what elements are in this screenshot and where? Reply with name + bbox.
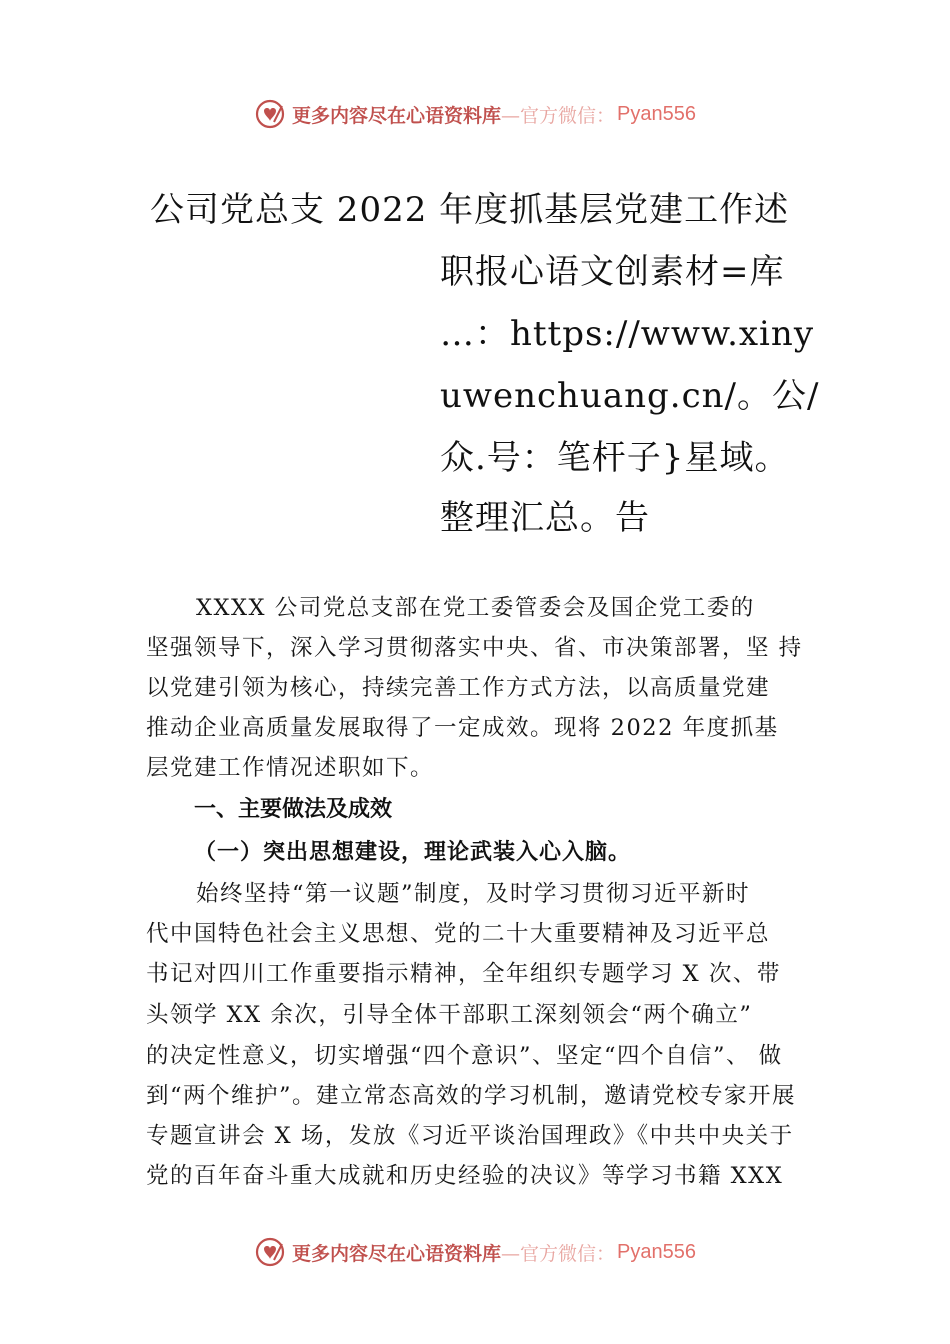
intro-line-3: 以党建引领为核心，持续完善工作方式方法，以高质量党建 (146, 675, 771, 701)
body-line-8: 党的百年奋斗重大成就和历史经验的决议》等学习书籍 XXX (146, 1163, 784, 1189)
section-heading: 一、主要做法及成效 (194, 797, 393, 822)
banner-slogan: 更多内容尽在心语资料库 (292, 104, 502, 127)
intro-line-5: 层党建工作情况述职如下。 (146, 755, 435, 781)
banner-wechat-id: Pyan556 (617, 102, 696, 125)
body-line-2: 代中国特色社会主义思想、党的二十大重要精神及习近平总 (146, 921, 771, 947)
heart-pen-logo-icon (254, 1236, 286, 1268)
title-line-4: uwenchuang.cn/。公/ (440, 376, 820, 416)
banner-separator: —官方微信： (501, 104, 616, 127)
body-line-1: 始终坚持“第一议题”制度，及时学习贯彻习近平新时 (196, 881, 751, 907)
title-line-5: 众.号：笔杆子}星域。 (440, 438, 790, 478)
body-line-5: 的决定性意义，切实增强“四个意识”、坚定“四个自信”、 做 (146, 1043, 783, 1069)
banner-separator: —官方微信： (501, 1242, 616, 1265)
title-line-6: 整理汇总。告 (440, 498, 650, 538)
footer-banner (0, 1232, 950, 1272)
body-line-4: 头领学 XX 余次，引导全体干部职工深刻领会“两个确立” (146, 1002, 753, 1028)
title-line-2: 职报心语文创素材=库 (440, 252, 785, 292)
heart-pen-logo-icon (254, 98, 286, 130)
body-line-7: 专题宣讲会 X 场，发放《习近平谈治国理政》《中共中央关于 (146, 1123, 794, 1149)
title-line-1: 公司党总支 2022 年度抓基层党建工作述 (150, 190, 790, 230)
intro-line-2: 坚强领导下，深入学习贯彻落实中央、省、市决策部署，坚 持 (146, 635, 803, 661)
title-line-3: …：https://www.xiny (440, 314, 815, 354)
banner-slogan: 更多内容尽在心语资料库 (292, 1242, 502, 1265)
subsection-heading: （一）突出思想建设，理论武装入心入脑。 (194, 839, 632, 865)
intro-line-1: XXXX 公司党总支部在党工委管委会及国企党工委的 (196, 595, 755, 621)
banner-wechat-id: Pyan556 (617, 1240, 696, 1263)
body-line-6: 到“两个维护”。建立常态高效的学习机制，邀请党校专家开展 (146, 1083, 797, 1109)
intro-line-4: 推动企业高质量发展取得了一定成效。现将 2022 年度抓基 (146, 715, 779, 741)
header-banner (0, 94, 950, 134)
body-line-3: 书记对四川工作重要指示精神，全年组织专题学习 X 次、带 (146, 961, 781, 987)
